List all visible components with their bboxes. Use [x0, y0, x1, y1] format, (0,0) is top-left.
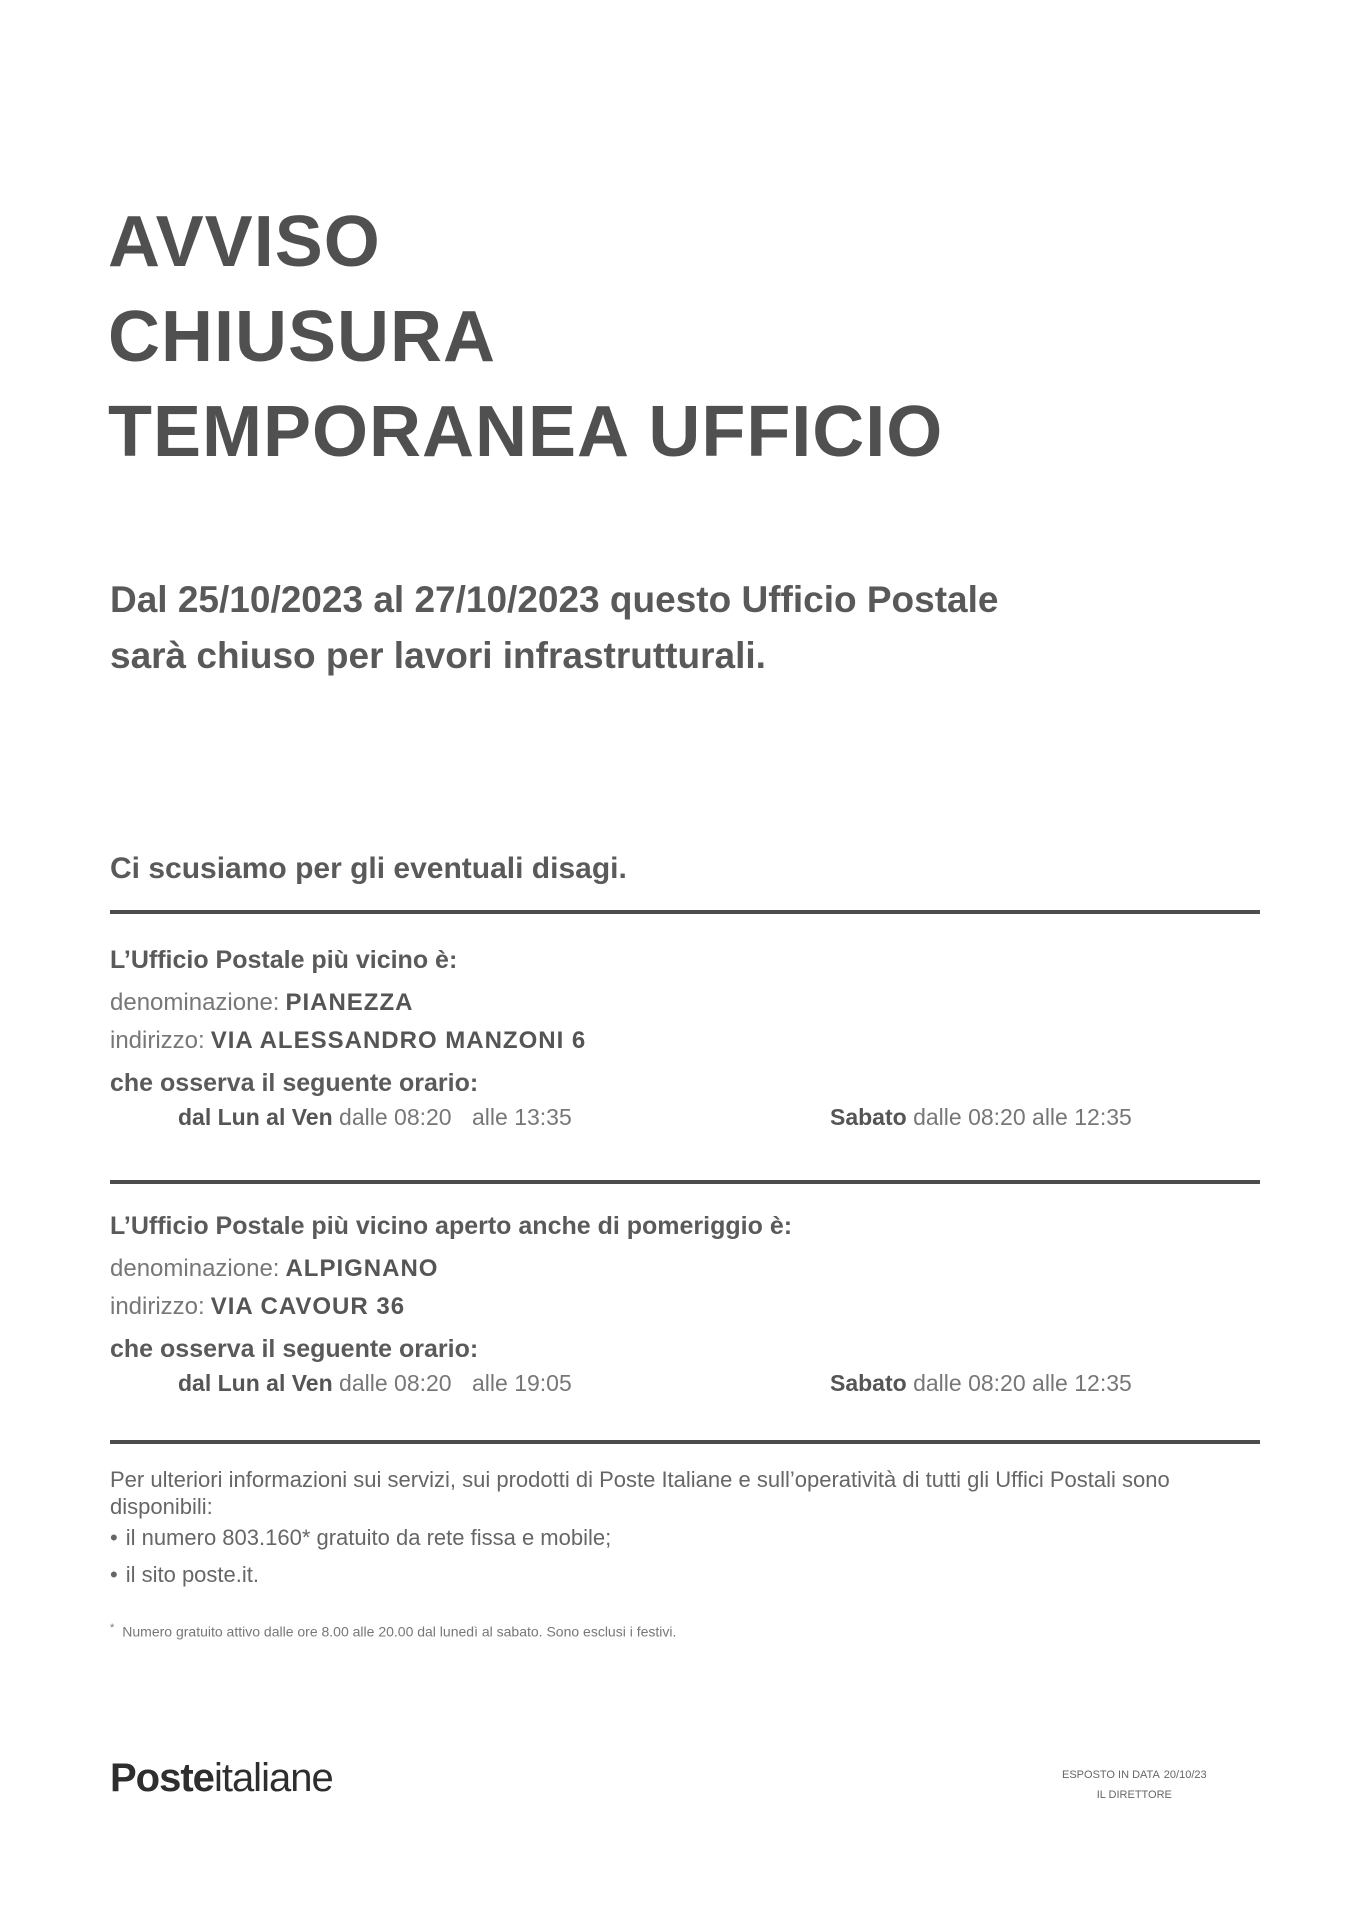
info-intro: Per ulteriori informazioni sui servizi, sui prodotti di Poste Italiane e sull’operatività di tutti gli Uffici Postali sono disponibili:	[110, 1467, 1170, 1519]
name-label: denominazione:	[110, 1255, 280, 1282]
divider	[110, 1440, 1260, 1444]
office-name-line	[110, 989, 1260, 1017]
from-label: dalle	[339, 1370, 388, 1396]
from-label: dalle	[913, 1104, 962, 1130]
posting-stamp	[1062, 1765, 1207, 1805]
saturday-close-time: 12:35	[1074, 1370, 1132, 1396]
title-line-2: CHIUSURA	[108, 297, 497, 377]
to-label: alle	[472, 1370, 508, 1396]
divider	[110, 910, 1260, 914]
info-bullet-phone: • il numero 803.160* gratuito da rete fissa e mobile;	[110, 1524, 1270, 1551]
saturday-open-time: 08:20	[968, 1104, 1026, 1130]
closure-dates	[110, 572, 1260, 684]
office-name: ALPIGNANO	[285, 1255, 439, 1282]
footnote-marker: *	[110, 1622, 115, 1634]
posting-date-line	[1062, 1765, 1207, 1785]
info-section	[110, 1466, 1270, 1598]
office-address: VIA ALESSANDRO MANZONI 6	[210, 1027, 587, 1054]
weekday-open-time: 08:20	[394, 1370, 452, 1396]
to-label: alle	[1032, 1370, 1068, 1396]
office-address: VIA CAVOUR 36	[210, 1293, 406, 1320]
office-name-line	[110, 1255, 1260, 1283]
saturday-day: Sabato	[830, 1104, 907, 1130]
subtitle-line-2: sarà chiuso per lavori infrastrutturali.	[110, 635, 766, 676]
schedule-heading: che osserva il seguente orario:	[110, 1335, 479, 1363]
office-address-line	[110, 1293, 1260, 1321]
info-bullet-website: • il sito poste.it.	[110, 1561, 1270, 1588]
director-label: IL DIRETTORE	[1096, 1789, 1172, 1801]
weekday-close-time: 13:35	[514, 1104, 572, 1130]
opening-hours	[110, 1370, 1260, 1404]
posting-date: 20/10/23	[1163, 1769, 1207, 1781]
address-label: indirizzo:	[110, 1293, 205, 1320]
posting-label: ESPOSTO IN DATA	[1062, 1769, 1160, 1781]
info-list	[110, 1524, 1270, 1588]
address-label: indirizzo:	[110, 1027, 205, 1054]
weekday-hours	[178, 1104, 572, 1131]
title-line-3: TEMPORANEA UFFICIO	[108, 392, 944, 472]
weekday-close-time: 19:05	[514, 1370, 572, 1396]
poste-italiane-logo	[110, 1756, 333, 1801]
office-heading: L’Ufficio Postale più vicino è:	[110, 946, 458, 974]
divider	[110, 1180, 1260, 1184]
name-label: denominazione:	[110, 989, 280, 1016]
to-label: alle	[1032, 1104, 1068, 1130]
title-line-1: AVVISO	[108, 202, 381, 282]
saturday-day: Sabato	[830, 1370, 907, 1396]
opening-hours	[110, 1104, 1260, 1138]
footnote	[110, 1622, 676, 1640]
schedule-heading: che osserva il seguente orario:	[110, 1069, 479, 1097]
from-label: dalle	[913, 1370, 962, 1396]
logo-bold: Poste	[110, 1756, 214, 1800]
notice-title	[108, 195, 943, 480]
office-address-line	[110, 1027, 1260, 1055]
weekday-days: dal Lun al Ven	[178, 1370, 333, 1396]
from-label: dalle	[339, 1104, 388, 1130]
weekday-hours	[178, 1370, 572, 1397]
saturday-close-time: 12:35	[1074, 1104, 1132, 1130]
weekday-days: dal Lun al Ven	[178, 1104, 333, 1130]
footnote-text: Numero gratuito attivo dalle ore 8.00 alle 20.00 dal lunedì al sabato. Sono esclusi i festivi.	[122, 1623, 677, 1640]
logo-regular: italiane	[213, 1756, 333, 1800]
office-heading: L’Ufficio Postale più vicino aperto anche di pomeriggio è:	[110, 1212, 793, 1240]
to-label: alle	[472, 1104, 508, 1130]
afternoon-office	[110, 1212, 1260, 1404]
weekday-open-time: 08:20	[394, 1104, 452, 1130]
nearest-office	[110, 946, 1260, 1138]
saturday-hours	[830, 1370, 1132, 1397]
office-name: PIANEZZA	[285, 989, 414, 1016]
saturday-hours	[830, 1104, 1132, 1131]
saturday-open-time: 08:20	[968, 1370, 1026, 1396]
subtitle-line-1: Dal 25/10/2023 al 27/10/2023 questo Ufficio Postale	[110, 579, 999, 620]
apology-text: Ci scusiamo per gli eventuali disagi.	[110, 852, 627, 885]
